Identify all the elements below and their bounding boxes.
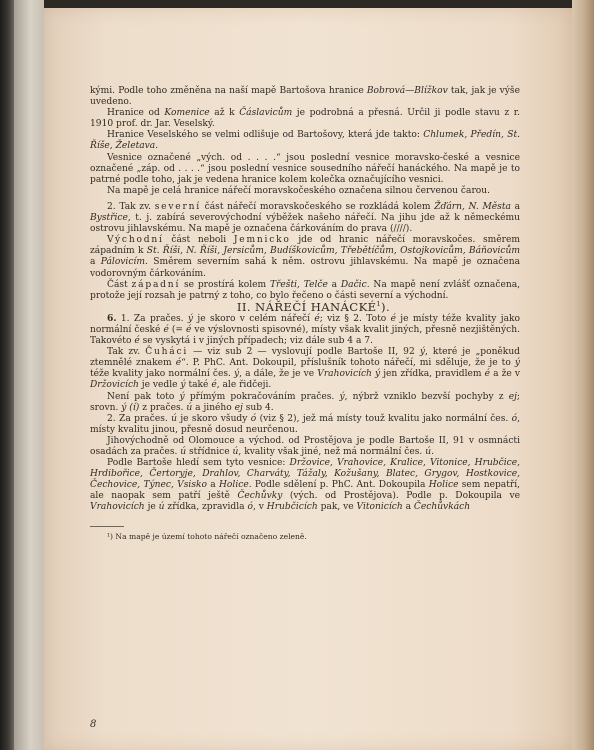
italic-run: é [390,313,396,324]
italic-run: Držovicích [90,380,139,391]
italic-run: Vitonicích [356,502,403,513]
italic-run: Čechůvky [237,491,283,502]
footnote-marker: 1 [376,299,382,308]
italic-run: ú [425,447,432,457]
spaced-run: Jemnicko [233,235,291,246]
italic-run: ú [232,447,239,457]
italic-run: ej [234,402,243,413]
spaced-run: západní [131,279,181,290]
paragraph: Vesnice označené „vých. od . . . .“ jsou poslední vesnice moravsko-české a vesnice označené „záp. od . . . .“ jsou poslední vesnice sousedního nářečí hanáckého. Na mapě je to patrné podle toho, jak je vedena hranice kolem kolečka označujícího vesnici. [90,152,520,185]
italic-run: ý (í) [121,402,140,413]
italic-run: é [186,324,192,335]
paragraph: Podle Bartoše hledí sem tyto vesnice: Držovice, Vrahovice, Kralice, Vitonice, Hrubčice, Hrdibořice, Čertoryje, Drahlov, Charváty, Tážaly, Kožušany, Blatec, Grygov, Hostkovice, Čechovice, Týnec, Vsisko a Holice. Podle sdělení p. PhC. Ant. Dokoupila Holice sem nepatří, ale naopak sem patří ještě Čechůvky (vých. od Prostějova). Podle p. Dokoupila ve Vrahovicích je ú zřídka, zpravidla ó, v Hrubčicích pak, ve Vitonicích a Čechůvkách [90,458,520,513]
italic-run: ý [233,369,240,380]
footnote: ¹) Na mapě je území tohoto nářečí označeno zeleně. [107,531,307,541]
italic-run: ý [180,380,186,391]
section-heading: II. NÁŘEČÍ HANÁCKÉ$^1$). [236,299,391,314]
paragraph: Na mapě je celá hranice nářečí moravskočeského označena silnou červenou čarou. [107,185,491,196]
paragraph: Jihovýchodně od Olomouce a východ. od Prostějova je podle Bartoše II, 91 v osmnácti osadách za pračes. ú střídnice ú, kvality však jiné, než má normální čes. ú. [90,435,520,457]
paragraph: Východní část neboli Jemnicko jde od hranic nářečí moravskočes. směrem západním k St. Říši, N. Říši, Jersicům, Budíškovicům, Třebětíčům, Ostojkovicům, Báňovicům a Pálovicím. Směrem severním sahá k něm. ostrovu jihlavskému. Na mapě je označena vodorovným čárkováním. [90,235,520,279]
italic-run: é [163,324,169,335]
italic-run: Holice [219,480,249,491]
page-body [90,86,520,541]
italic-run: ú [158,502,165,513]
italic-run: ú [171,413,177,424]
italic-run: é [314,313,320,324]
italic-run: ý [179,391,185,402]
italic-run: Hrubčicích [266,502,318,513]
italic-run: Dačic [340,279,367,290]
italic-run: é [211,380,217,391]
italic-run: ú [186,402,193,413]
paragraph: 2. Za pračes. ú je skoro všudy ó (viz § 2), jež má místy touž kvalitu jako normální čes. ó, místy kvalitu jinou, přesně dosud neurčenou. [90,413,521,435]
paragraph: kými. Podle toho změněna na naší mapě Bartošova hranice Bobrová—Blížkov tak, jak je výše uvedeno. [90,86,520,108]
italic-run: Třešti, Telče [269,279,328,290]
paragraph: Hranice od Komenice až k Čáslavicům je podrobná a přesná. Určil ji podle stavu z r. 1910 prof. dr. Jar. Veselský. [90,108,520,130]
italic-run: ý [514,358,520,369]
spaced-run: Čuháci [145,347,189,358]
italic-run: Vrahovicích [90,502,145,513]
paragraph: Tak zv. Čuháci — viz sub 2 — vyslovují podle Bartoše II, 92 ý, které je „poněkud ztemnělé znakem é“. P. PhC. Ant. Dokoupil, příslušník tohoto nářečí, mi sděluje, že je to ý téže kvality jako normální čes. ý, a dále, že je ve Vrahovicích ý jen zřídka, pravidlem é a že v Držovicích je vedle ý také é, ale řidčeji. [90,347,520,391]
italic-run: ú [180,447,187,457]
paragraph: 2. Tak zv. severní část nářečí moravskočeského se rozkládá kolem Žďárn, N. Města a Bystřice, t. j. zabírá severovýchodní výběžek našeho nářečí. Na jihu jde až k německému ostrovu jihlavskému. Na mapě je označena čárkováním do prava (////). [90,201,520,235]
italic-run: ó [247,502,253,513]
book-spine [0,0,14,750]
italic-run: é [484,369,490,380]
italic-run: ý [187,313,194,324]
italic-run: Bobrová—Blížkov [366,86,448,96]
italic-run: ej [508,391,517,402]
italic-run: Čechůvkách [413,502,471,513]
paragraph: 6. 1. Za pračes. ý je skoro v celém nářečí é; viz § 2. Toto é je místy téže kvality jako normální české é (= é ve výslovnosti spisovné), místy však kvalit jiných, přesně nezjištěných. Takovéto é se vyskytá i v jiných případech; viz dále sub 4 a 7. [90,312,520,347]
italic-run: ý [339,391,345,402]
footnote-rule [90,526,124,527]
italic-run: Chlumek, Předín, St. Říše, Želetava. [90,130,520,152]
italic-run: Vrahovicích ý [317,369,381,380]
italic-run: Komenice [164,108,210,119]
italic-run: é [175,358,182,369]
italic-run: Bystřice [90,213,128,224]
italic-run: Pálovicím [100,257,145,268]
italic-run: Žďárn, N. Města [434,201,511,212]
paragraph: Není pak toto ý přímým pokračováním pračes. ý, nýbrž vzniklo bezvší pochyby z ej; srovn. ý (í) z pračes. ú a jiného ej sub 4. [90,391,520,413]
italic-run: é [134,336,140,347]
spaced-run: Východní [107,235,164,246]
section-number: 6. [107,312,117,324]
spaced-run: severní [154,201,201,212]
italic-run: ó [511,413,518,424]
italic-run: Holice [428,480,459,491]
italic-run: ý [419,347,425,358]
italic-run: ó [250,413,257,424]
paragraph: Hranice Veselského se velmi odlišuje od Bartošovy, která jde takto: Chlumek, Předín, St. Říše, Želetava. [90,130,520,152]
cover-board [14,0,44,750]
italic-run: Držovice, Vrahovice, Kralice, Vitonice, Hrubčice, Hrdibořice, Čertoryje, Drahlov, Charváty, Tážaly, Kožušany, Blatec, Grygov, Hostkovice, Čechovice, Týnec, Vsisko [90,458,520,491]
page-number: 8 [90,719,97,730]
paragraph-container [90,86,520,514]
page-edge [572,0,594,750]
paragraph: Část západní se prostírá kolem Třešti, Telče a Dačic. Na mapě není zvlášť označena, protože její rozsah je patrný z toho, co bylo řečeno o části severní a východní. [90,279,521,301]
italic-run: St. Říši, N. Říši, Jersicům, Budíškovicům, Třebětíčům, Ostojkovicům, Báňovicům [146,246,520,257]
italic-run: Čáslavicům [239,108,293,119]
